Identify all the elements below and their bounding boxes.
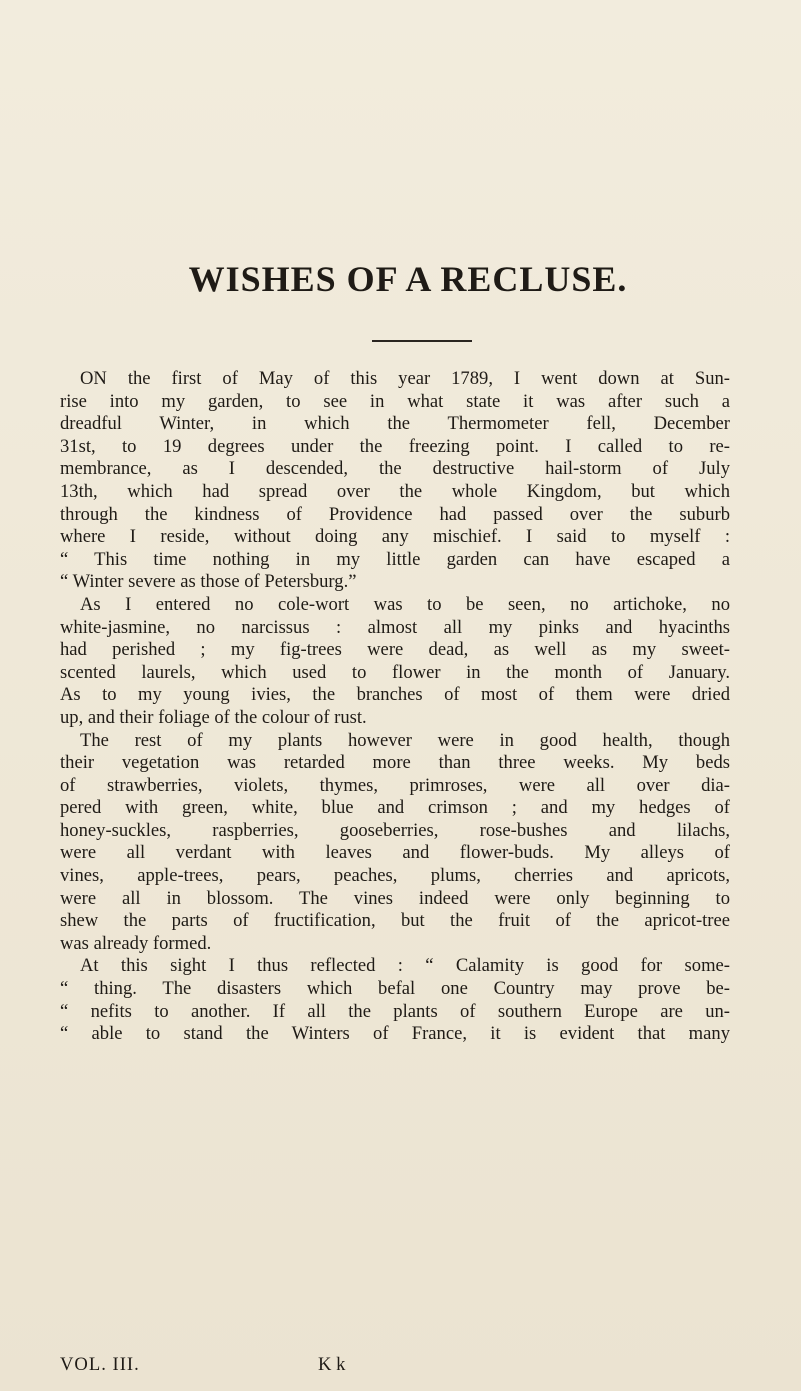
text-line: white-jasmine, no narcissus : almost all my pinks and hyacinths [60, 616, 730, 638]
volume-label: VOL. III. [60, 1354, 140, 1375]
text-line: their vegetation was retarded more than three weeks. My beds [60, 752, 730, 774]
text-line: dreadful Winter, in which the Thermometer fell, December [60, 413, 730, 435]
text-line: 31st, to 19 degrees under the freezing point. I called to re- [60, 435, 730, 457]
text-line: had perished ; my fig-trees were dead, as well as my sweet- [60, 639, 730, 661]
text-line: ON the first of May of this year 1789, I went down at Sun- [80, 368, 730, 389]
text-line: membrance, as I descended, the destructive hail-storm of July [60, 458, 730, 480]
text-line: pered with green, white, blue and crimson ; and my hedges of [60, 797, 730, 819]
text-line: were all in blossom. The vines indeed were only beginning to [60, 887, 730, 909]
text-line: up, and their foliage of the colour of rust. [60, 706, 367, 728]
text-line: of strawberries, violets, thymes, primroses, were all over dia- [60, 774, 730, 796]
signature-mark: K k [318, 1354, 346, 1375]
text-line: “ able to stand the Winters of France, it is evident that many [60, 1023, 730, 1045]
title-rule [372, 340, 472, 342]
text-line: “ nefits to another. If all the plants of southern Europe are un- [60, 1000, 730, 1022]
text-line: “ This time nothing in my little garden can have escaped a [60, 548, 730, 570]
text-line: shew the parts of fructification, but the fruit of the apricot-tree [60, 910, 730, 932]
chapter-title: WISHES OF A RECLUSE. [188, 259, 628, 299]
body-text [60, 368, 730, 1046]
text-line: As to my young ivies, the branches of most of them were dried [60, 684, 730, 706]
text-line: 13th, which had spread over the whole Kingdom, but which [60, 480, 730, 502]
text-line: vines, apple-trees, pears, peaches, plums, cherries and apricots, [60, 865, 730, 887]
text-line: were all verdant with leaves and flower-buds. My alleys of [60, 842, 730, 864]
text-line: The rest of my plants however were in good health, though [80, 729, 730, 751]
text-line: At this sight I thus reflected : “ Calamity is good for some- [80, 955, 730, 977]
text-line: through the kindness of Providence had passed over the suburb [60, 503, 730, 525]
text-line: rise into my garden, to see in what state it was after such a [60, 390, 730, 412]
text-line: “ Winter severe as those of Petersburg.” [60, 571, 357, 593]
text-line: “ thing. The disasters which befal one Country may prove be- [60, 978, 730, 1000]
text-line: As I entered no cole-wort was to be seen, no artichoke, no [80, 593, 730, 615]
text-line: scented laurels, which used to flower in the month of January. [60, 661, 730, 683]
text-line: honey-suckles, raspberries, gooseberries, rose-bushes and lilachs, [60, 819, 730, 841]
text-line: where I reside, without doing any mischief. I said to myself : [60, 526, 730, 548]
text-line: was already formed. [60, 932, 212, 954]
